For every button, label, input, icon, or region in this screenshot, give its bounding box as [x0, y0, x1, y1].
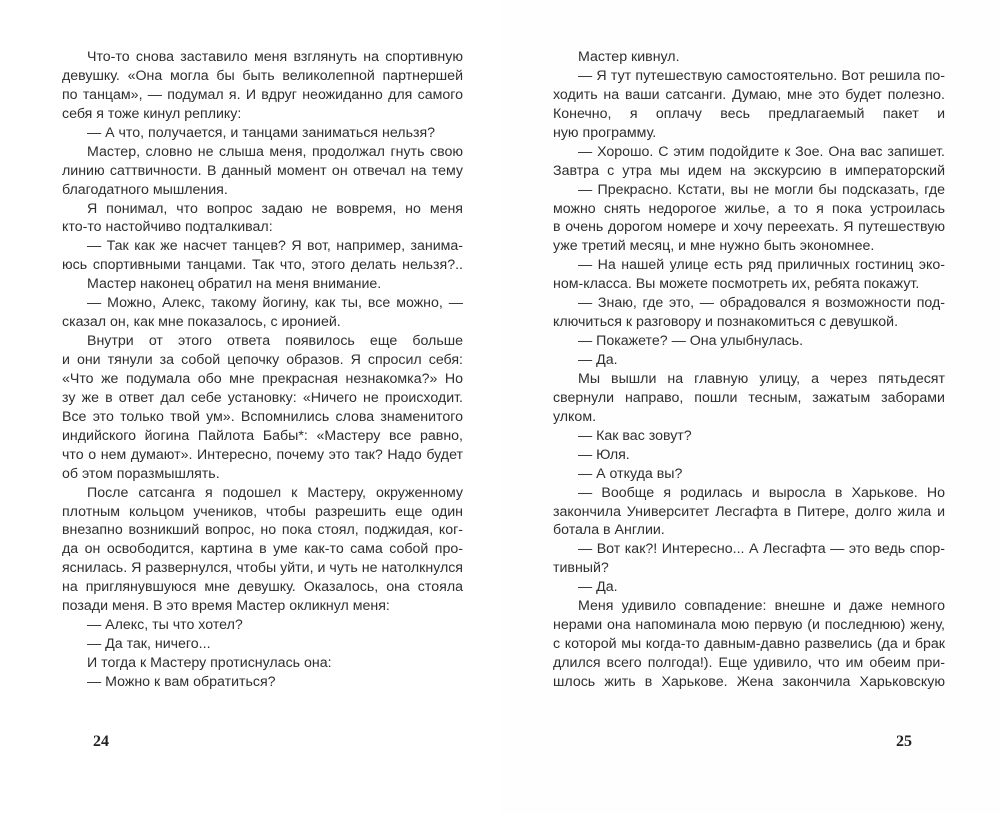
text-line: Мастер кивнул.: [578, 49, 680, 65]
text-line: по танцам», — подумал я. И вдруг неожиданно для самого: [62, 86, 463, 103]
text-line: — Вот как?! Интересно... А Лесгафта — это ведь спор-: [578, 541, 945, 558]
text-line: ботала в Англии.: [553, 522, 665, 539]
text-line: линию саттвичности. В данный момент он отвечал на тему: [62, 162, 463, 179]
text-line: девушку. «Она могла бы быть великолепной партнершей: [62, 67, 463, 84]
text-line: Мастер, словно не слыша меня, продолжал гнуть свою: [87, 143, 463, 160]
text-line: — Хорошо. С этим подойдите к Зое. Она вас запишет.: [578, 143, 945, 160]
text-line: — Алекс, ты что хотел?: [87, 617, 243, 634]
text-line: И тогда к Мастеру протиснулась она:: [87, 655, 332, 671]
text-line: юсь спортивными танцами. Так что, этого делать нельзя?..: [62, 257, 463, 274]
text-line: — Знаю, где это, — обрадовался я возможности под-: [578, 295, 945, 312]
text-line: можно снять недорогое жилье, а то я пока устроилась: [553, 200, 945, 217]
text-line: — Можно к вам обратиться?: [87, 673, 276, 690]
text-line: ходить на ваши сатсанги. Думаю, мне это будет полезно.: [553, 86, 945, 103]
page-number-left: 24: [93, 733, 109, 750]
text-line: благодатного мышления.: [62, 181, 228, 198]
text-line: Мы вышли на главную улицу, а через пятьдесят: [578, 370, 945, 387]
text-line: — Да так, ничего...: [87, 636, 211, 653]
text-line: тивный?: [553, 560, 609, 577]
text-line: Внутри от этого ответа появилось еще больше: [87, 333, 463, 350]
text-line: — Можно, Алекс, такому йогину, как ты, все можно, —: [87, 295, 463, 312]
text-line: с которой мы когда-то давным-давно развелись (да и брак: [553, 636, 945, 653]
text-line: Что-то снова заставило меня взглянуть на спортивную: [87, 49, 463, 65]
text-line: яснилась. Я развернулся, чтобы уйти, и чуть не натолкнулся: [62, 560, 463, 577]
text-line: — Я тут путешествую самостоятельно. Вот решила по-: [578, 67, 945, 84]
text-line: шлось жить в Харькове. Жена закончила Харьковскую: [553, 673, 945, 690]
text-line: Я понимал, что вопрос задаю не вовремя, но меня: [87, 200, 463, 217]
text-line: уже третий месяц, и мне нужно быть экономнее.: [553, 238, 875, 255]
text-line: закончила Университет Лесгафта в Питере, долго жила и: [553, 503, 945, 520]
text-line: ключиться к разговору и познакомиться с девушкой.: [553, 314, 899, 331]
text-line: ную программу.: [553, 124, 657, 141]
text-line: себя я тоже кинул реплику:: [62, 105, 242, 122]
text-line: об этом поразмышлять.: [62, 465, 220, 482]
text-line: зу же в ответ дал себе установку: «Ничего не происходит.: [62, 389, 463, 406]
text-line: на приглянувшуюся мне девушку. Оказалось, она стояла: [62, 579, 463, 596]
text-line: что о нем думают». Интересно, почему это так? Надо будет: [62, 446, 463, 463]
right-page: [500, 0, 1000, 814]
text-line: — Так как же насчет танцев? Я вот, например, занима-: [87, 238, 463, 255]
text-line: Все это только твой ум». Вспомнились слова знаменитого: [62, 408, 463, 425]
text-line: да он освободится, картина в уме как-то сама собой про-: [62, 541, 463, 558]
text-line: — А откуда вы?: [578, 465, 683, 482]
text-line: длился всего полгода!). Еще удивило, что им обеим при-: [553, 655, 945, 671]
text-line: Меня удивило совпадение: внешне и даже немного: [578, 598, 945, 615]
text-line: в очень дорогом номере и хочу переехать. Я путешествую: [553, 219, 945, 236]
text-line: улком.: [553, 408, 597, 425]
text-line: — Да.: [578, 352, 618, 368]
text-line: — Вообще я родилась и выросла в Харькове. Но: [578, 484, 945, 501]
text-line: индийского йогина Пайлота Бабы*: «Мастеру все равно,: [62, 427, 463, 444]
text-line: После сатсанга я подошел к Мастеру, окруженному: [87, 484, 463, 501]
text-line: Конечно, я оплачу весь предлагаемый пакет и: [553, 105, 945, 122]
text-line: — Да.: [578, 579, 618, 596]
text-line: Завтра с утра мы идем на экскурсию в императорский: [553, 162, 945, 179]
left-page-text: [62, 48, 463, 692]
text-line: — Прекрасно. Кстати, вы не могли бы подсказать, где: [578, 181, 945, 198]
text-line: — Как вас зовут?: [578, 427, 692, 444]
right-page-text: [553, 48, 945, 692]
text-line: позади меня. В это время Мастер окликнул меня:: [62, 598, 390, 615]
text-line: — А что, получается, и танцами заниматься нельзя?: [87, 124, 436, 141]
text-line: сказал он, как мне показалось, с иронией.: [62, 314, 341, 331]
text-line: Мастер наконец обратил на меня внимание.: [87, 276, 382, 293]
text-line: нерами она напоминала мою первую (и последнюю) жену,: [553, 617, 945, 634]
text-line: — Покажете? — Она улыбнулась.: [578, 333, 804, 350]
text-line: и они тянули за собой цепочку образов. Я спросил себя:: [62, 352, 463, 368]
text-line: «Что же подумала обо мне прекрасная незнакомка?» Но: [62, 370, 463, 387]
text-line: ном-класса. Вы можете посмотреть их, ребята покажут.: [553, 276, 920, 293]
text-line: плотным кольцом учеников, чтобы разрешить еще один: [62, 503, 463, 520]
text-line: внезапно возникший вопрос, но пока стоял, поджидая, ког-: [62, 522, 463, 539]
text-line: кто-то настойчиво подталкивал:: [62, 219, 273, 236]
text-line: свернули направо, пошли тесным, зажатым заборами: [553, 389, 945, 406]
text-line: — На нашей улице есть ряд приличных гостиниц эко-: [578, 257, 945, 274]
page-number-right: 25: [896, 733, 912, 750]
text-line: — Юля.: [578, 446, 630, 463]
